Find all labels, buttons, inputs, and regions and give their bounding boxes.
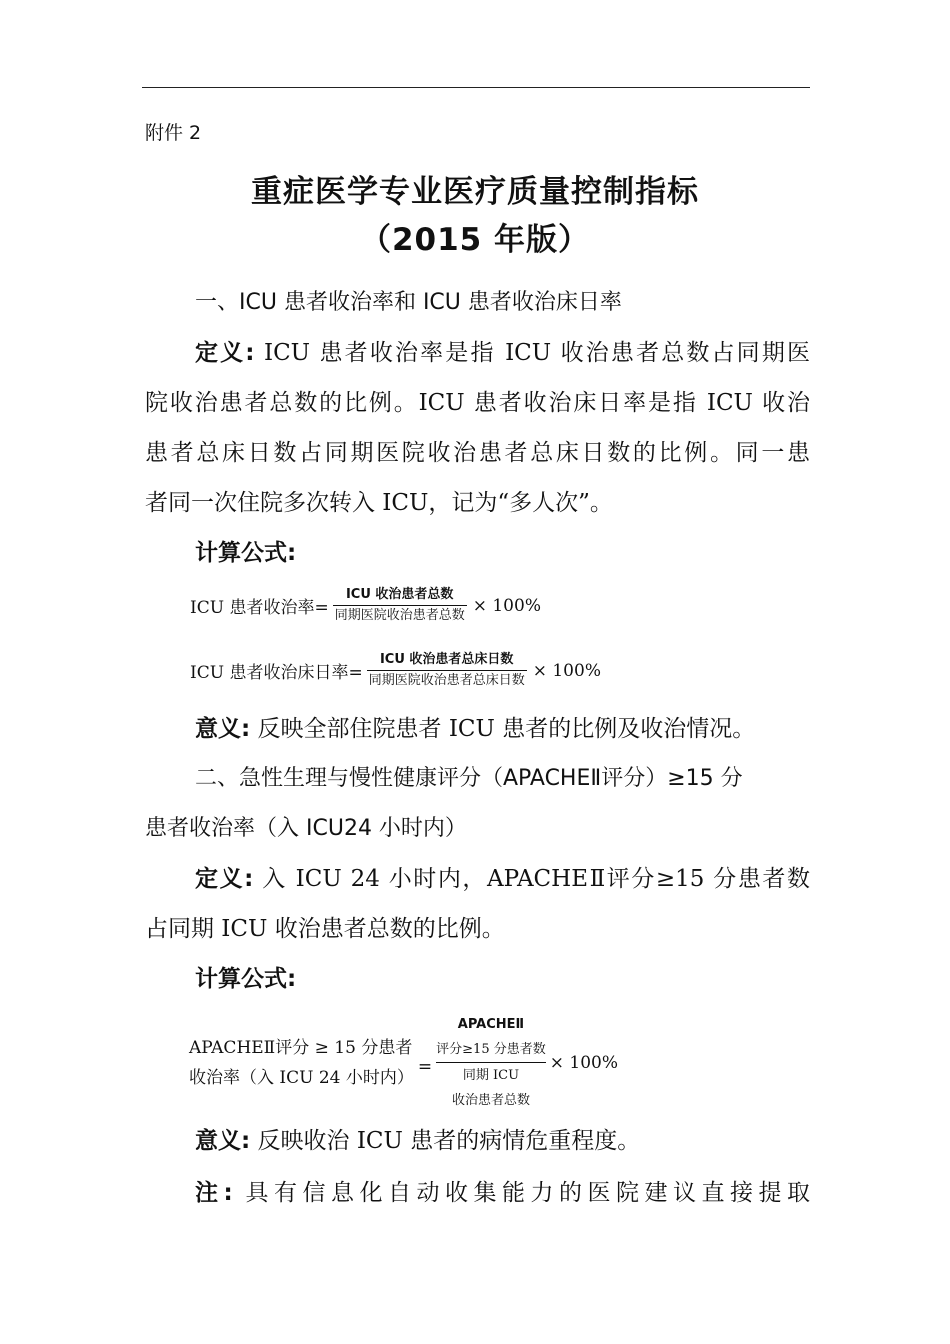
formula-apache-admission-rate [189, 1012, 618, 1113]
formula-numerator: ICU 收治患者总数 [345, 587, 454, 602]
header-rule [142, 87, 810, 88]
document-title: 重症医学专业医疗质量控制指标 [251, 174, 699, 210]
fraction-bar [367, 670, 527, 671]
formula-icu-bed-day-rate [190, 651, 601, 690]
formula-equals: = [417, 1056, 433, 1077]
meaning-label: 意义: [195, 716, 251, 742]
section1-definition-line-3: 患者总床日数占同期医院收治患者总床日数的比例。同一患 [145, 440, 810, 466]
formula-denominator: 同期医院收治患者总床日数 [368, 673, 525, 688]
formula-fraction [436, 1012, 546, 1113]
section2-heading-line-1: 二、急性生理与慢性健康评分（APACHEⅡ评分）≥15 分 [195, 766, 743, 791]
definition-label: 定义: [195, 340, 255, 366]
section1-definition-line-4: 者同一次住院多次转入 ICU，记为“多人次”。 [145, 490, 613, 516]
definition-label: 定义: [195, 866, 254, 892]
formula-lhs-line-1: APACHEⅡ评分 ≥ 15 分患者 [189, 1037, 413, 1058]
formula-denominator-line-1: 同期 ICU [462, 1068, 520, 1083]
attachment-label: 附件 2 [145, 122, 202, 144]
formula-fraction [333, 586, 467, 625]
note-text: 具有信息化自动收集能力的医院建议直接提取 [245, 1180, 811, 1206]
formula-numerator-line-2: 评分≥15 分患者数 [436, 1042, 546, 1057]
formula-multiplier: × 100% [472, 595, 541, 616]
document-subtitle: （2015 年版） [359, 222, 591, 258]
section2-definition-line-2: 占同期 ICU 收治患者总数的比例。 [145, 916, 505, 942]
formula-numerator: ICU 收治患者总床日数 [379, 652, 514, 667]
meaning-label: 意义: [195, 1128, 251, 1154]
section1-meaning [195, 714, 810, 744]
formula-multiplier: × 100% [532, 660, 601, 681]
formula-lhs [189, 1033, 414, 1093]
section2-formula-label: 计算公式: [195, 966, 297, 992]
section1-definition-line-2: 院收治患者总数的比例。ICU 患者收治床日率是指 ICU 收治 [145, 390, 810, 416]
section1-heading: 一、ICU 患者收治率和 ICU 患者收治床日率 [195, 290, 622, 315]
definition-text: 入 ICU 24 小时内，APACHEⅡ评分≥15 分患者数 [262, 866, 810, 892]
section1-definition-line-1 [195, 338, 810, 368]
section1-formula-label: 计算公式: [195, 540, 297, 566]
formula-multiplier: × 100% [549, 1052, 618, 1073]
formula-icu-admission-rate [190, 586, 541, 625]
note-label: 注: [195, 1180, 233, 1206]
formula-denominator: 同期医院收治患者总数 [334, 608, 465, 623]
section2-note [195, 1178, 810, 1208]
meaning-text: 反映收治 ICU 患者的病情危重程度。 [257, 1128, 641, 1154]
formula-lhs: ICU 患者收治率= [190, 598, 329, 618]
formula-lhs-line-2: 收治率（入 ICU 24 小时内） [189, 1067, 414, 1088]
definition-text: ICU 患者收治率是指 ICU 收治患者总数占同期医 [263, 340, 810, 366]
section2-definition-line-1 [195, 864, 810, 894]
formula-fraction [367, 651, 527, 690]
fraction-bar [333, 605, 467, 606]
section2-meaning [195, 1126, 810, 1156]
formula-denominator-line-2: 收治患者总数 [451, 1093, 530, 1108]
meaning-text: 反映全部住院患者 ICU 患者的比例及收治情况。 [257, 716, 756, 742]
formula-numerator-line-1: APACHEⅡ [457, 1017, 525, 1032]
formula-lhs: ICU 患者收治床日率= [190, 663, 363, 683]
section2-heading-line-2: 患者收治率（入 ICU24 小时内） [145, 816, 467, 841]
